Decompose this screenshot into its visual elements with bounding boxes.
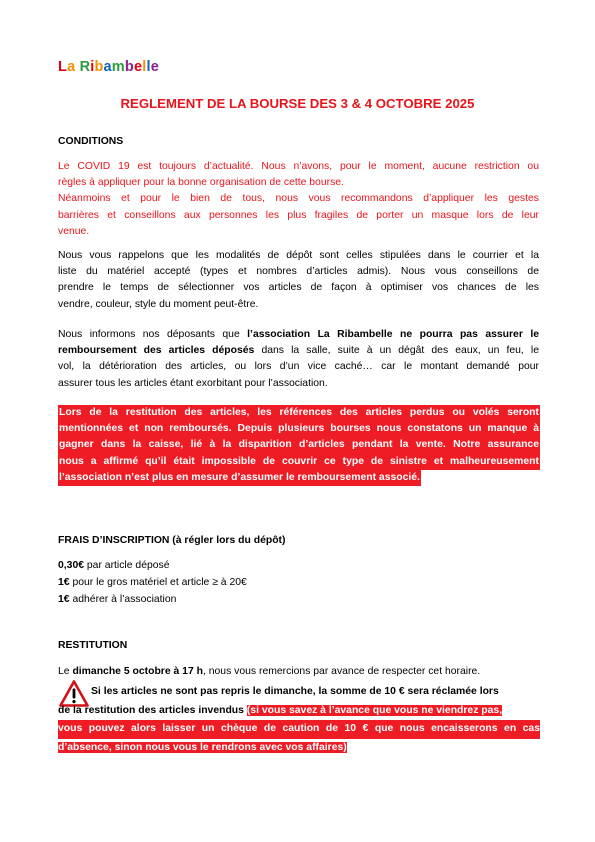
logo-letter: e: [133, 59, 143, 75]
covid-line: Le COVID 19 est toujours d’actualité. Nous n’avons, pour le moment, aucune restriction ou: [58, 161, 539, 172]
insurance-line: assurer tous les articles étant exorbitant pour l’association.: [58, 377, 328, 389]
notice-line: nous a affirmé qu’il était impossible de couvrir ce type de sinistre et malheureusement: [58, 454, 540, 470]
notice-line: mentionnées et non remboursés. Depuis plusieurs bourses nous constatons un manque à: [58, 421, 540, 437]
fee-item: 1€ pour le gros matériel et article ≥ à 20€: [58, 577, 247, 588]
depot-line: Nous vous rappelons que les modalités de dépôt sont celles stipulées dans le courrier et la: [58, 250, 539, 261]
logo-letter: L: [58, 59, 68, 75]
logo-letter: e: [150, 59, 159, 75]
covid-paragraph: [58, 159, 539, 240]
notice-line: l’association n’est plus en mesure d’assumer le remboursement associé.: [58, 470, 421, 486]
logo-letter: b: [124, 59, 134, 75]
fee-item: 1€ adhérer à l’association: [58, 594, 177, 605]
logo-letter: b: [94, 59, 104, 75]
depot-line: prendre le temps de sélectionner vos articles de façon à optimiser vos chances de les: [58, 282, 539, 294]
insurance-line: remboursement des articles déposés dans la salle, suite à un dégât des eaux, un feu, le: [58, 345, 539, 357]
depot-line: liste du matériel accepté (types et nombres d’articles admis). Nous vous conseillons de: [58, 266, 539, 278]
covid-line: venue.: [58, 225, 90, 237]
warning-line: de la restitution des articles invendus (si vous savez à l’avance que vous ne viendrez pas,: [58, 704, 503, 716]
logo-letter: l: [142, 59, 147, 75]
depot-line: vendre, couleur, style du moment peut-être.: [58, 298, 259, 310]
insurance-paragraph: [58, 327, 539, 392]
covid-line: règles à appliquer pour la bonne organisation de cette bourse.: [58, 177, 344, 189]
logo-letter: R: [79, 59, 91, 75]
fee-item: 0,30€ par article déposé: [58, 560, 170, 571]
conditions-heading: CONDITIONS: [58, 136, 124, 147]
covid-line: barrières et conseillons aux personnes les plus fragiles de porter un masque lors de leur: [58, 209, 539, 221]
restitution-schedule: Le dimanche 5 octobre à 17 h, nous vous remercions par avance de respecter cet horaire.: [58, 666, 481, 677]
restitution-heading: RESTITUTION: [58, 640, 128, 651]
covid-line: Néanmoins et pour le bien de tous, nous vous recommandons d’appliquer les gestes: [58, 193, 539, 205]
logo-letter: l: [146, 59, 151, 75]
warning-line: Si les articles ne sont pas repris le dimanche, la somme de 10 € sera réclamée lors: [91, 686, 499, 697]
page-title: REGLEMENT DE LA BOURSE DES 3 & 4 OCTOBRE 2025: [120, 96, 475, 111]
unclaimed-items-warning: [58, 683, 540, 757]
highlighted-notice: [58, 405, 540, 486]
warning-line: d’absence, sinon nous vous le rendrons avec vos affaires): [58, 741, 347, 753]
notice-line: gagner dans la caisse, lié à la disparition d’articles pendant la vente. Notre assurance: [58, 437, 540, 453]
notice-line: Lors de la restitution des articles, les références des articles perdus ou volés seront: [58, 405, 540, 421]
warning-line: vous pouvez alors laisser un chèque de caution de 10 € que nous encaisserons en cas: [58, 720, 540, 739]
fees-heading: FRAIS D’INSCRIPTION (à régler lors du dépôt): [58, 535, 286, 546]
logo-la-ribambelle: [58, 59, 159, 75]
logo-letter: a: [103, 59, 112, 75]
logo-letter: i: [90, 59, 95, 75]
insurance-line: Nous informons nos déposants que l’association La Ribambelle ne pourra pas assurer le: [58, 329, 539, 340]
logo-letter: a: [67, 59, 76, 75]
insurance-line: vol, la détérioration des articles, ou lors d’un vice caché… car le montant demandé pour: [58, 361, 539, 373]
logo-letter: m: [111, 59, 125, 75]
depot-paragraph: [58, 248, 539, 313]
